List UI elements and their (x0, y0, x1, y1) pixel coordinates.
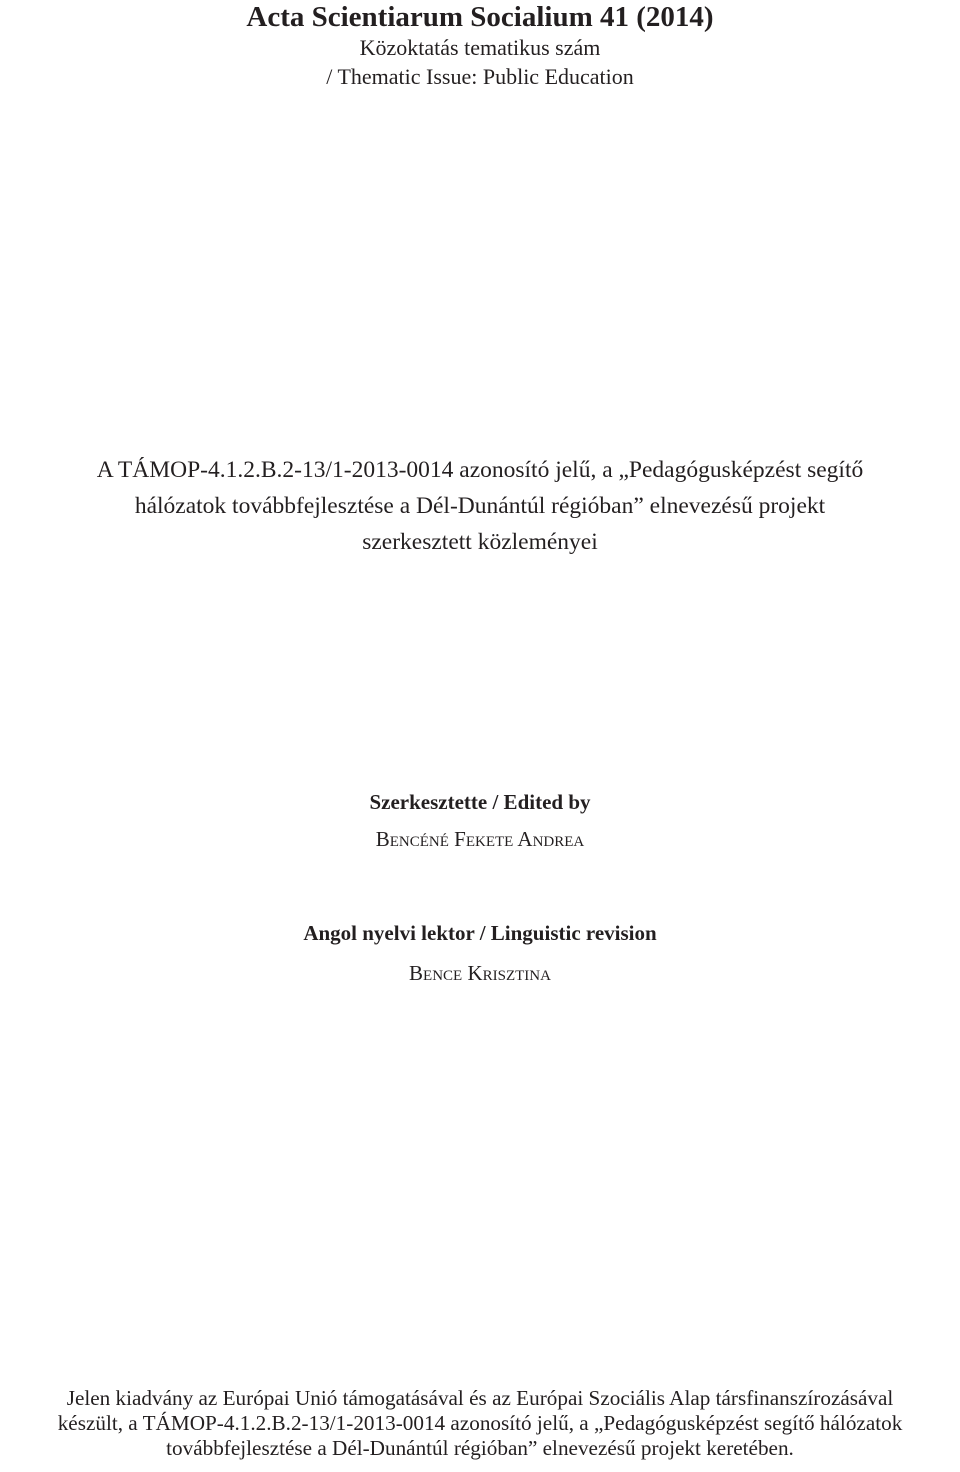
funding-statement-line: Jelen kiadvány az Európai Unió támogatásával és az Európai Szociális Alap társfinanszírozásával (66, 1386, 894, 1410)
project-description (30, 452, 930, 560)
thematic-issue-hu: Közoktatás tematikus szám (359, 35, 601, 60)
edited-by-label: Szerkesztette / Edited by (369, 790, 591, 814)
funding-statement (0, 1386, 960, 1461)
funding-statement-line: továbbfejlesztése a Dél-Dunántúl régióban” elnevezésű projekt keretében. (166, 1436, 794, 1460)
project-description-line: szerkesztett közleményei (362, 529, 598, 555)
project-description-line: hálózatok továbbfejlesztése a Dél-Dunántúl régióban” elnevezésű projekt (134, 493, 826, 519)
project-description-line: A TÁMOP-4.1.2.B.2-13/1-2013-0014 azonosító jelű, a „Pedagógusképzést segítő (96, 457, 864, 483)
journal-title: Acta Scientiarum Socialium 41 (2014) (246, 1, 714, 33)
thematic-issue-en: / Thematic Issue: Public Education (326, 64, 634, 89)
linguistic-revision-label: Angol nyelvi lektor / Linguistic revision (303, 921, 657, 945)
editor-name: Bencéné Fekete Andrea (375, 827, 585, 851)
funding-statement-line: készült, a TÁMOP-4.1.2.B.2-13/1-2013-0014 azonosító jelű, a „Pedagógusképzést segítő hálózatok (57, 1411, 903, 1435)
lector-name: Bence Krisztina (409, 961, 551, 985)
